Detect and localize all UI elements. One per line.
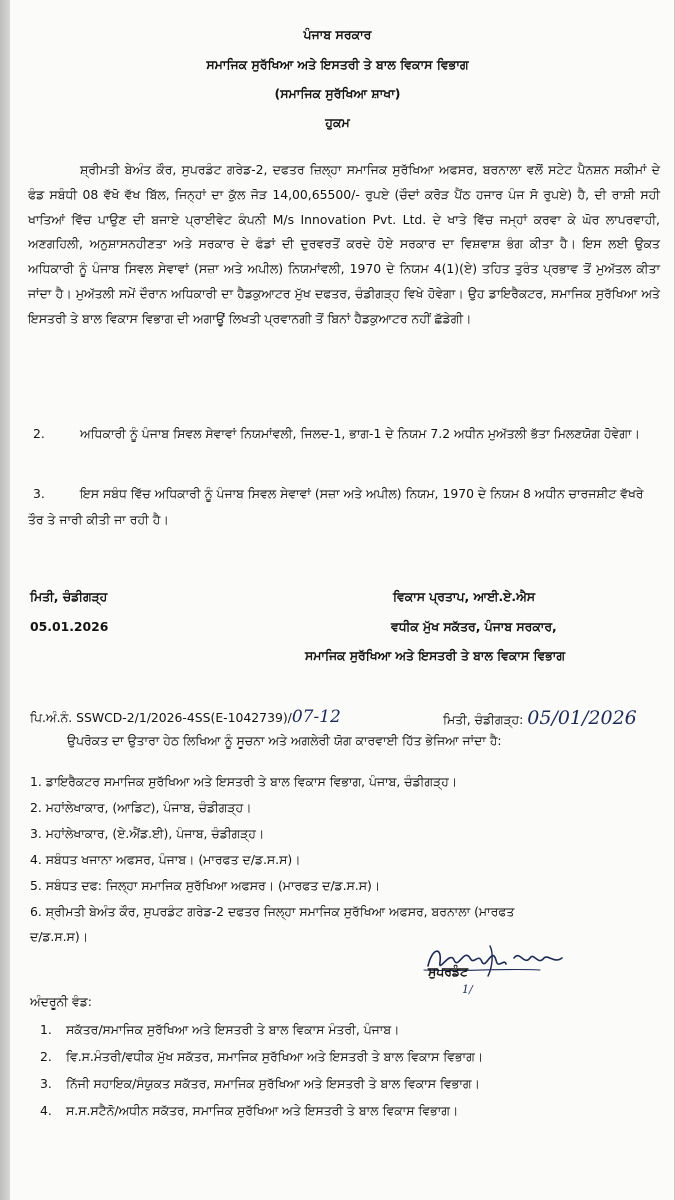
signatory-department: ਸਮਾਜਿਕ ਸੁਰੱਖਿਆ ਅਤੇ ਇਸਤਰੀ ਤੇ ਬਾਲ ਵਿਕਾਸ ਵਿਭਾਗ <box>305 648 565 663</box>
paragraph-3-number: 3. <box>33 486 45 501</box>
superintendent-mark: 1/ <box>462 983 473 996</box>
dated-date: 05.01.2026 <box>30 619 109 634</box>
copy-to-item: 2. ਮਹਾਂਲੇਖਾਕਾਰ, (ਆਡਿਟ), ਪੰਜਾਬ, ਚੰਡੀਗੜ੍ਹ। <box>30 800 252 816</box>
paragraph-2-text: ਅਧਿਕਾਰੀ ਨੂੰ ਪੰਜਾਬ ਸਿਵਲ ਸੇਵਾਵਾਂ ਨਿਯਮਾਂਵਲੀ, ਜਿਲਦ-1, ਭਾਗ-1 ਦੇ ਨਿਯਮ 7.2 ਅਧੀਨ ਮੁਅੱਤਲੀ ਭੱਤਾ ਮਿਲਣਯੋਗ ਹੋਵੇਗਾ। <box>80 426 640 441</box>
order-paragraph-1-text: ਸ਼੍ਰੀਮਤੀ ਬੇਅੰਤ ਕੌਰ, ਸੁਪਰਡੰਟ ਗਰੇਡ-2, ਦਫਤਰ ਜ਼ਿਲ੍ਹਾ ਸਮਾਜਿਕ ਸੁਰੱਖਿਆ ਅਫਸਰ, ਬਰਨਾਲਾ ਵਲੋਂ ਸਟੇਟ ਪੈਨਸ਼ਨ ਸਕੀਮਾਂ ਦੇ ਫੰਡ ਸਬੰਧੀ 08 ਵੱਖੋ ਵੱਖ ਬਿੱਲ, ਜਿਨ੍ਹਾਂ ਦਾ ਕੁੱਲ ਜੋੜ 14,00,65500/- ਰੁਪਏ (ਚੌਦਾਂ ਕਰੋੜ ਪੈਂਠ ਹਜਾਰ ਪੰਜ ਸੋ ਰੁਪਏ) ਹੈ, ਦੀ ਰਾਸ਼ੀ ਸਹੀ ਖਾਤਿਆਂ ਵਿੱਚ ਪਾਉਣ ਦੀ ਬਜਾਏ ਪ੍ਰਾਈਵੇਟ ਕੰਪਨੀ M/s Innovation Pvt. Ltd. ਦੇ ਖਾਤੇ ਵਿੱਚ ਜਮ੍ਹਾਂ ਕਰਵਾ ਕੇ ਘੋਰ ਲਾਪਰਵਾਹੀ, ਅਣਗਹਿਲੀ, ਅਨੁਸ਼ਾਸਨਹੀਣਤਾ ਅਤੇ ਸਰਕਾਰ ਦੇ ਫੰਡਾਂ ਦੀ ਦੁਰਵਰਤੋਂ ਕਰਦੇ ਹੋਏ ਸਰਕਾਰ ਦਾ ਵਿਸ਼ਵਾਸ਼ ਭੰਗ ਕੀਤਾ ਹੈ। ਇਸ ਲਈ ਉਕਤ ਅਧਿਕਾਰੀ ਨੂੰ ਪੰਜਾਬ ਸਿਵਲ ਸੇਵਾਵਾਂ (ਸਜ਼ਾ ਅਤੇ ਅਪੀਲ) ਨਿਯਮਾਂਵਲੀ, 1970 ਦੇ ਨਿਯਮ 4(1)(ਏ) ਤਹਿਤ ਤੁਰੰਤ ਪ੍ਰਭਾਵ ਤੋਂ ਮੁਅੱਤਲ ਕੀਤਾ ਜਾਂਦਾ ਹੈ। ਮੁਅੱਤਲੀ ਸਮੇਂ ਦੌਰਾਨ ਅਧਿਕਾਰੀ ਦਾ ਹੈਡਕੁਆਟਰ ਮੁੱਖ ਦਫਤਰ, ਚੰਡੀਗੜ੍ਹ ਵਿਖੇ ਹੋਵੇਗਾ। ਉਹ ਡਾਇਰੈਕਟਰ, ਸਮਾਜਿਕ ਸੁਰੱਖਿਆ ਅਤੇ ਇਸਤਰੀ ਤੇ ਬਾਲ ਵਿਕਾਸ ਵਿਭਾਗ ਦੀ ਅਗਾਊਂ ਲਿਖਤੀ ਪ੍ਰਵਾਨਗੀ ਤੋਂ ਬਿਨਾਂ ਹੈਡਕੁਆਟਰ ਨਹੀਂ ਛੱਡੇਗੀ। <box>28 162 660 326</box>
copy-to-item: 1. ਡਾਇਰੈਕਟਰ ਸਮਾਜਿਕ ਸੁਰੱਖਿਆ ਅਤੇ ਇਸਤਰੀ ਤੇ ਬਾਲ ਵਿਕਾਸ ਵਿਭਾਗ, ਪੰਜਾਬ, ਚੰਡੀਗੜ੍ਹ। <box>30 774 458 790</box>
order-paragraph-2 <box>28 421 660 447</box>
dated-place: ਮਿਤੀ, ਚੰਡੀਗੜ੍ਹ <box>30 589 108 604</box>
internal-item-text: ਸਕੱਤਰ/ਸਮਾਜਿਕ ਸੁਰੱਖਿਆ ਅਤੇ ਇਸਤਰੀ ਤੇ ਬਾਲ ਵਿਕਾਸ ਮੰਤਰੀ, ਪੰਜਾਬ। <box>66 1022 400 1037</box>
internal-distribution-heading: ਅੰਦਰੂਨੀ ਵੰਡ: <box>30 994 92 1009</box>
copy-to-item: 3. ਮਹਾਂਲੇਖਾਕਾਰ, (ਏ.ਐਂਡ.ਈ), ਪੰਜਾਬ, ਚੰਡੀਗੜ੍ਹ। <box>30 826 265 842</box>
header-government: ਪੰਜਾਬ ਸਰਕਾਰ <box>303 27 372 42</box>
header-order-title: ਹੁਕਮ <box>325 115 350 130</box>
internal-item-text: ਸ.ਸ.ਸਟੈਨੋ/ਅਧੀਨ ਸਕੱਤਰ, ਸਮਾਜਿਕ ਸੁਰੱਖਿਆ ਅਤੇ ਇਸਤਰੀ ਤੇ ਬਾਲ ਵਿਕਾਸ ਵਿਭਾਗ। <box>66 1103 459 1118</box>
endorsement-ref-number: ਪਿ.ਅੰ.ਨੰ. SSWCD-2/1/2026-4SS(E-1042739)/ <box>30 710 292 725</box>
internal-item-number: 2. <box>40 1049 52 1064</box>
signatory-name: ਵਿਕਾਸ ਪ੍ਰਤਾਪ, ਆਈ.ਏ.ਐਸ <box>393 589 535 604</box>
header-department: ਸਮਾਜਿਕ ਸੁਰੱਖਿਆ ਅਤੇ ਇਸਤਰੀ ਤੇ ਬਾਲ ਵਿਕਾਸ ਵਿਭਾਗ <box>206 57 469 72</box>
internal-item-number: 4. <box>40 1103 52 1118</box>
signatory-designation: ਵਧੀਕ ਮੁੱਖ ਸਕੱਤਰ, ਪੰਜਾਬ ਸਰਕਾਰ, <box>391 619 557 634</box>
superintendent-label: ਸੁਪਰਡੰਟ <box>428 964 468 979</box>
copy-to-item: 4. ਸਬੰਧਤ ਖਜਾਨਾ ਅਫਸਰ, ਪੰਜਾਬ। (ਮਾਰਫਤ ਦ/ਡ.ਸ.ਸ)। <box>30 852 301 868</box>
copy-to-item: 6. ਸ਼੍ਰੀਮਤੀ ਬੇਅੰਤ ਕੌਰ, ਸੁਪਰਡੰਟ ਗਰੇਡ-2 ਦਫਤਰ ਜਿਲ੍ਹਾ ਸਮਾਜਿਕ ਸੁਰੱਖਿਆ ਅਫਸਰ, ਬਰਨਾਲਾ (ਮਾਰਫਤ <box>30 904 515 920</box>
paragraph-3-text: ਇਸ ਸਬੰਧ ਵਿੱਚ ਅਧਿਕਾਰੀ ਨੂੰ ਪੰਜਾਬ ਸਿਵਲ ਸੇਵਾਵਾਂ (ਸਜ਼ਾ ਅਤੇ ਅਪੀਲ) ਨਿਯਮ, 1970 ਦੇ ਨਿਯਮ 8 ਅਧੀਨ ਚਾਰਜਸ਼ੀਟ ਵੱਖਰੇ ਤੌਰ ਤੇ ਜਾਰੀ ਕੀਤੀ ਜਾ ਰਹੀ ਹੈ। <box>28 486 644 527</box>
endorsement-reference <box>30 707 341 727</box>
internal-item-text: ਵਿ.ਸ.ਮੰਤਰੀ/ਵਧੀਕ ਮੁੱਖ ਸਕੱਤਰ, ਸਮਾਜਿਕ ਸੁਰੱਖਿਆ ਅਤੇ ਇਸਤਰੀ ਤੇ ਬਾਲ ਵਿਕਾਸ ਵਿਭਾਗ। <box>66 1049 484 1064</box>
internal-item-text: ਨਿੱਜੀ ਸਹਾਇਕ/ਸੰਯੁਕਤ ਸਕੱਤਰ, ਸਮਾਜਿਕ ਸੁਰੱਖਿਆ ਅਤੇ ਇਸਤਰੀ ਤੇ ਬਾਲ ਵਿਕਾਸ ਵਿਭਾਗ। <box>66 1076 480 1091</box>
order-paragraph-3 <box>28 481 660 533</box>
copy-to-item: 5. ਸਬੰਧਤ ਦਫ: ਜਿਲ੍ਹਾ ਸਮਾਜਿਕ ਸੁਰੱਖਿਆ ਅਫਸਰ। (ਮਾਰਫਤ ਦ/ਡ.ਸ.ਸ)। <box>30 878 381 894</box>
header-branch: (ਸਮਾਜਿਕ ਸੁਰੱਖਿਆ ਸ਼ਾਖਾ) <box>274 86 401 101</box>
endorsement-date-label: ਮਿਤੀ, ਚੰਡੀਗੜ੍ਹ: <box>443 712 524 727</box>
scan-edge-shadow <box>0 0 10 1200</box>
internal-item-number: 3. <box>40 1076 52 1091</box>
handwritten-date: 05/01/2026 <box>527 707 637 729</box>
endorsement-intro: ਉਪਰੋਕਤ ਦਾ ਉਤਾਰਾ ਹੇਠ ਲਿਖਿਆ ਨੂੰ ਸੂਚਨਾ ਅਤੇ ਅਗਲੇਰੀ ਯੋਗ ਕਾਰਵਾਈ ਹਿੱਤ ਭੇਜਿਆ ਜਾਂਦਾ ਹੈ: <box>67 733 502 748</box>
handwritten-dispatch-number: 07-12 <box>291 707 341 727</box>
endorsement-date-line <box>443 707 637 729</box>
order-paragraph-1 <box>28 158 660 332</box>
copy-to-item-continued: ਦ/ਡ.ਸ.ਸ)। <box>30 929 88 945</box>
internal-item-number: 1. <box>40 1022 52 1037</box>
paragraph-2-number: 2. <box>33 426 45 441</box>
